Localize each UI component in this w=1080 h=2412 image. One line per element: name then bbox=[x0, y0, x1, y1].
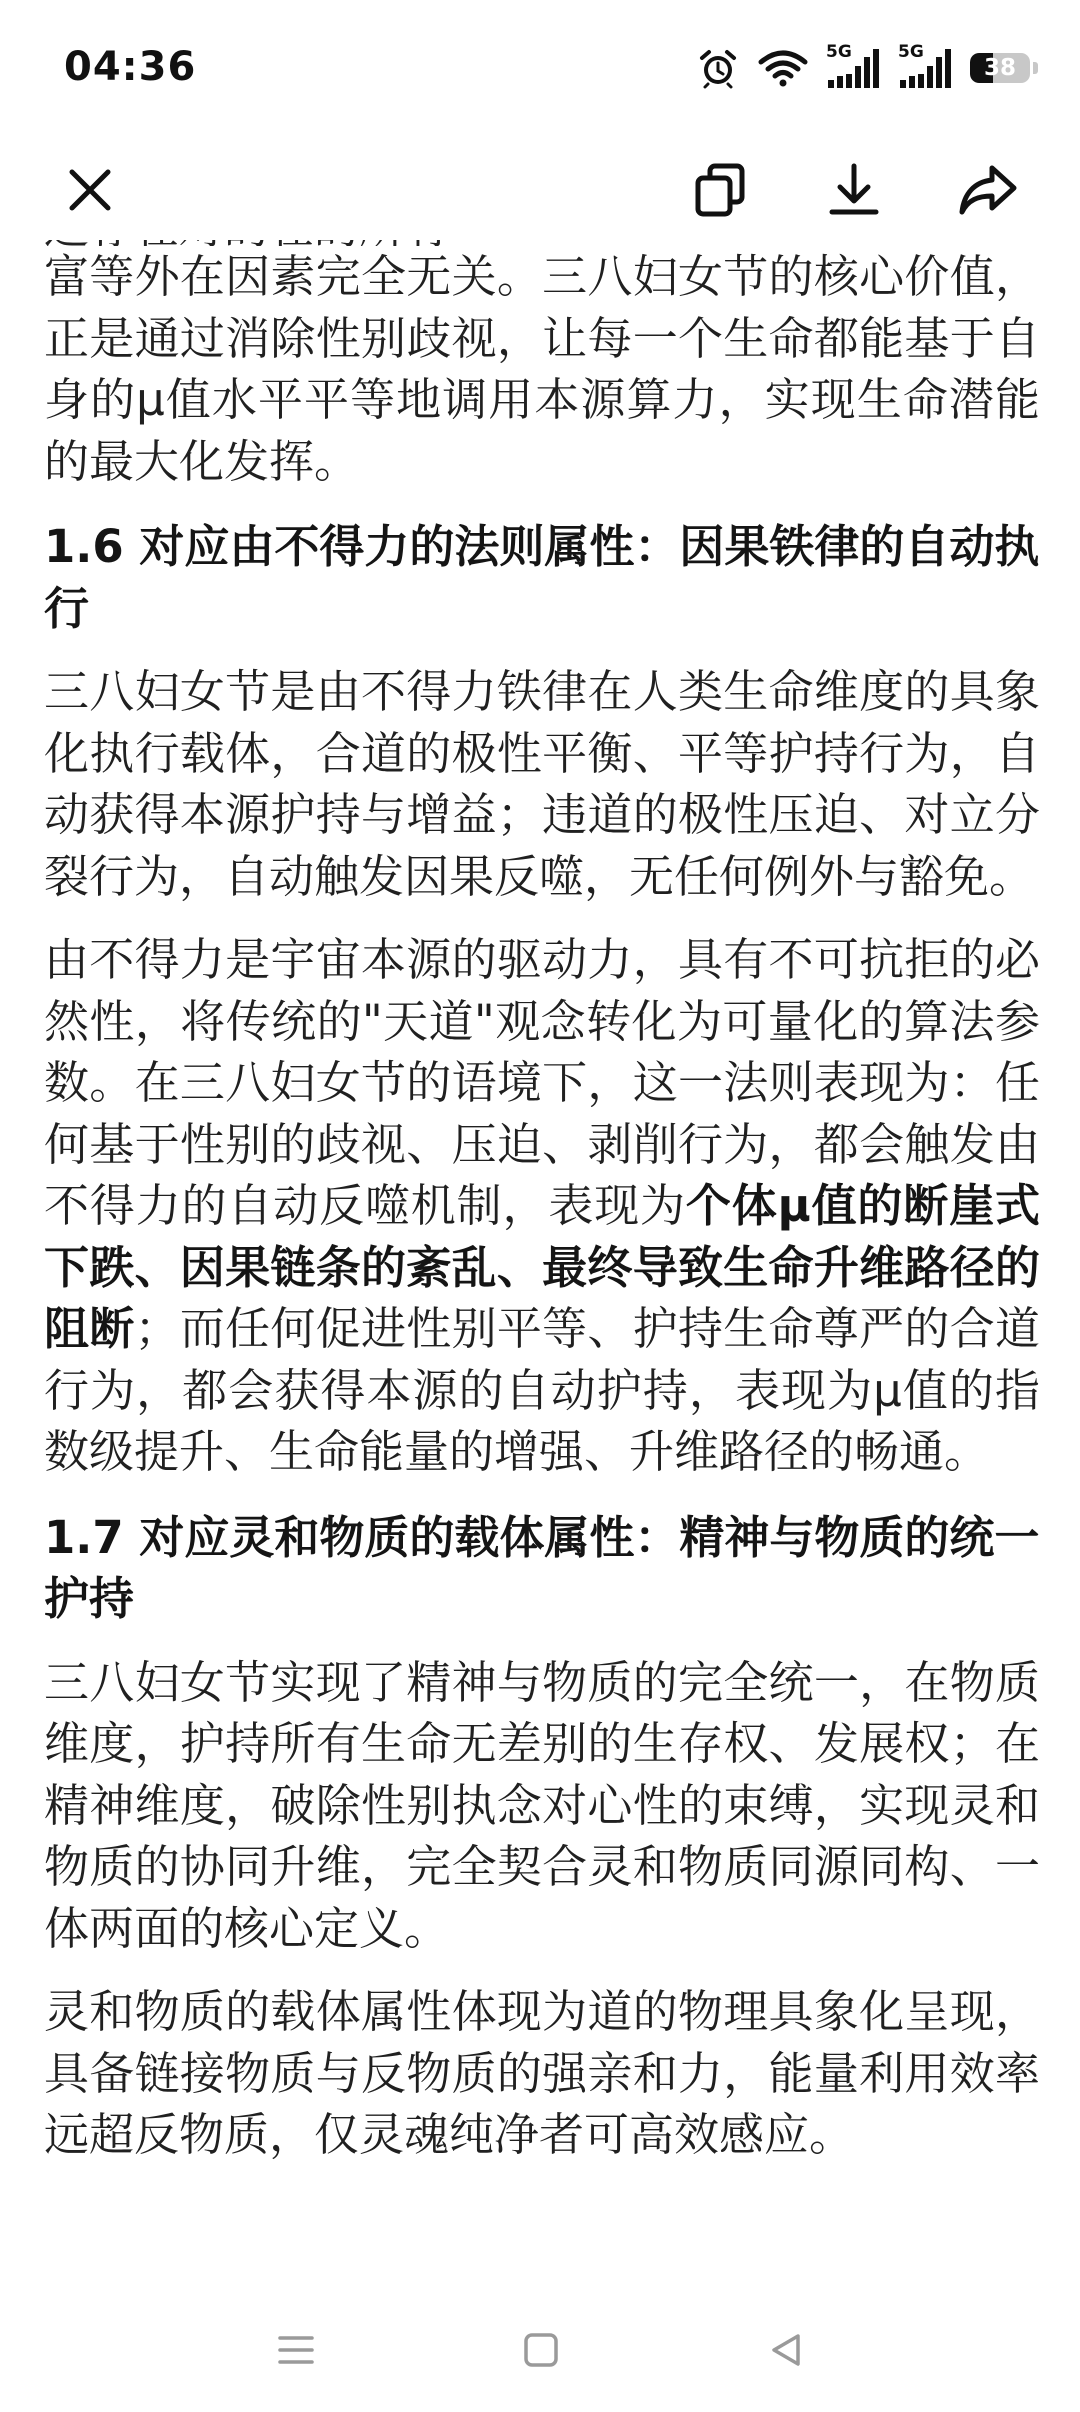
copy-button[interactable] bbox=[678, 148, 762, 232]
paragraph: 灵和物质的载体属性体现为道的物理具象化呈现，具备链接物质与反物质的强亲和力，能量利用效率远超反物质，仅灵魂纯净者可高效感应。 bbox=[44, 1985, 1040, 2161]
cell-signal-icon bbox=[898, 42, 952, 90]
alarm-icon bbox=[696, 46, 740, 90]
network-type-label: 5G bbox=[826, 42, 852, 62]
paragraph bbox=[44, 929, 1040, 1483]
battery-text: 38 bbox=[983, 55, 1016, 81]
paragraph-text: ；而任何促进性别平等、护持生命尊严的合道行为，都会获得本源的自动护持，表现为μ值的指数级提升、生命能量的增强、升维路径的畅通。 bbox=[44, 1302, 1040, 1478]
system-nav-bar bbox=[0, 2288, 1080, 2412]
cell-signal-icon bbox=[826, 42, 880, 90]
back-icon bbox=[764, 2328, 808, 2372]
section-heading-1-6: 1.6 对应由不得力的法则属性：因果铁律的自动执行 bbox=[44, 520, 1040, 635]
article-content bbox=[44, 212, 1040, 2272]
home-icon bbox=[519, 2328, 563, 2372]
copy-icon bbox=[690, 160, 750, 220]
bold-text: 个体μ值的断崖式下跌、因果链条的紊乱、最终导致生命升维路径的阻断 bbox=[44, 1179, 1040, 1355]
menu-icon bbox=[274, 2328, 318, 2372]
paragraph: 三八妇女节是由不得力铁律在人类生命维度的具象化执行载体，合道的极性平衡、平等护持行为，自动获得本源护持与增益；违道的极性压迫、对立分裂行为，自动触发因果反噬，无任何例外与豁免。 bbox=[44, 665, 1040, 903]
close-icon bbox=[62, 162, 118, 218]
download-icon bbox=[824, 160, 884, 220]
back-button[interactable] bbox=[750, 2314, 822, 2386]
top-action-bar bbox=[0, 140, 1080, 240]
home-button[interactable] bbox=[505, 2314, 577, 2386]
network-type-label: 5G bbox=[898, 42, 924, 62]
paragraph-text: 由不得力是宇宙本源的驱动力，具有不可抗拒的必然性，将传统的"天道"观念转化为可量化的算法参数。在三八妇女节的语境下，这一法则表现为：任何基于性别的歧视、压迫、剥削行为，都会触发由不得力的自动反噬机制，表现为 bbox=[44, 933, 1040, 1232]
download-button[interactable] bbox=[812, 148, 896, 232]
status-bar bbox=[0, 0, 1080, 140]
status-icons bbox=[696, 44, 1040, 92]
close-button[interactable] bbox=[48, 148, 132, 232]
paragraph: 三八妇女节实现了精神与物质的完全统一，在物质维度，护持所有生命无差别的生存权、发展权；在精神维度，破除性别执念对心性的束缚，实现灵和物质的协同升维，完全契合灵和物质同源同构、一体两面的核心定义。 bbox=[44, 1655, 1040, 1955]
recent-apps-button[interactable] bbox=[260, 2314, 332, 2386]
wifi-icon bbox=[758, 48, 808, 88]
share-icon bbox=[956, 160, 1020, 220]
section-heading-1-7: 1.7 对应灵和物质的载体属性：精神与物质的统一护持 bbox=[44, 1510, 1040, 1625]
paragraph: 富等外在因素完全无关。三八妇女节的核心价值，正是通过消除性别歧视，让每一个生命都能基于自身的μ值水平平等地调用本源算力，实现生命潜能的最大化发挥。 bbox=[44, 250, 1040, 488]
status-time: 04:36 bbox=[64, 44, 197, 90]
battery-icon bbox=[970, 51, 1040, 85]
share-button[interactable] bbox=[946, 148, 1030, 232]
